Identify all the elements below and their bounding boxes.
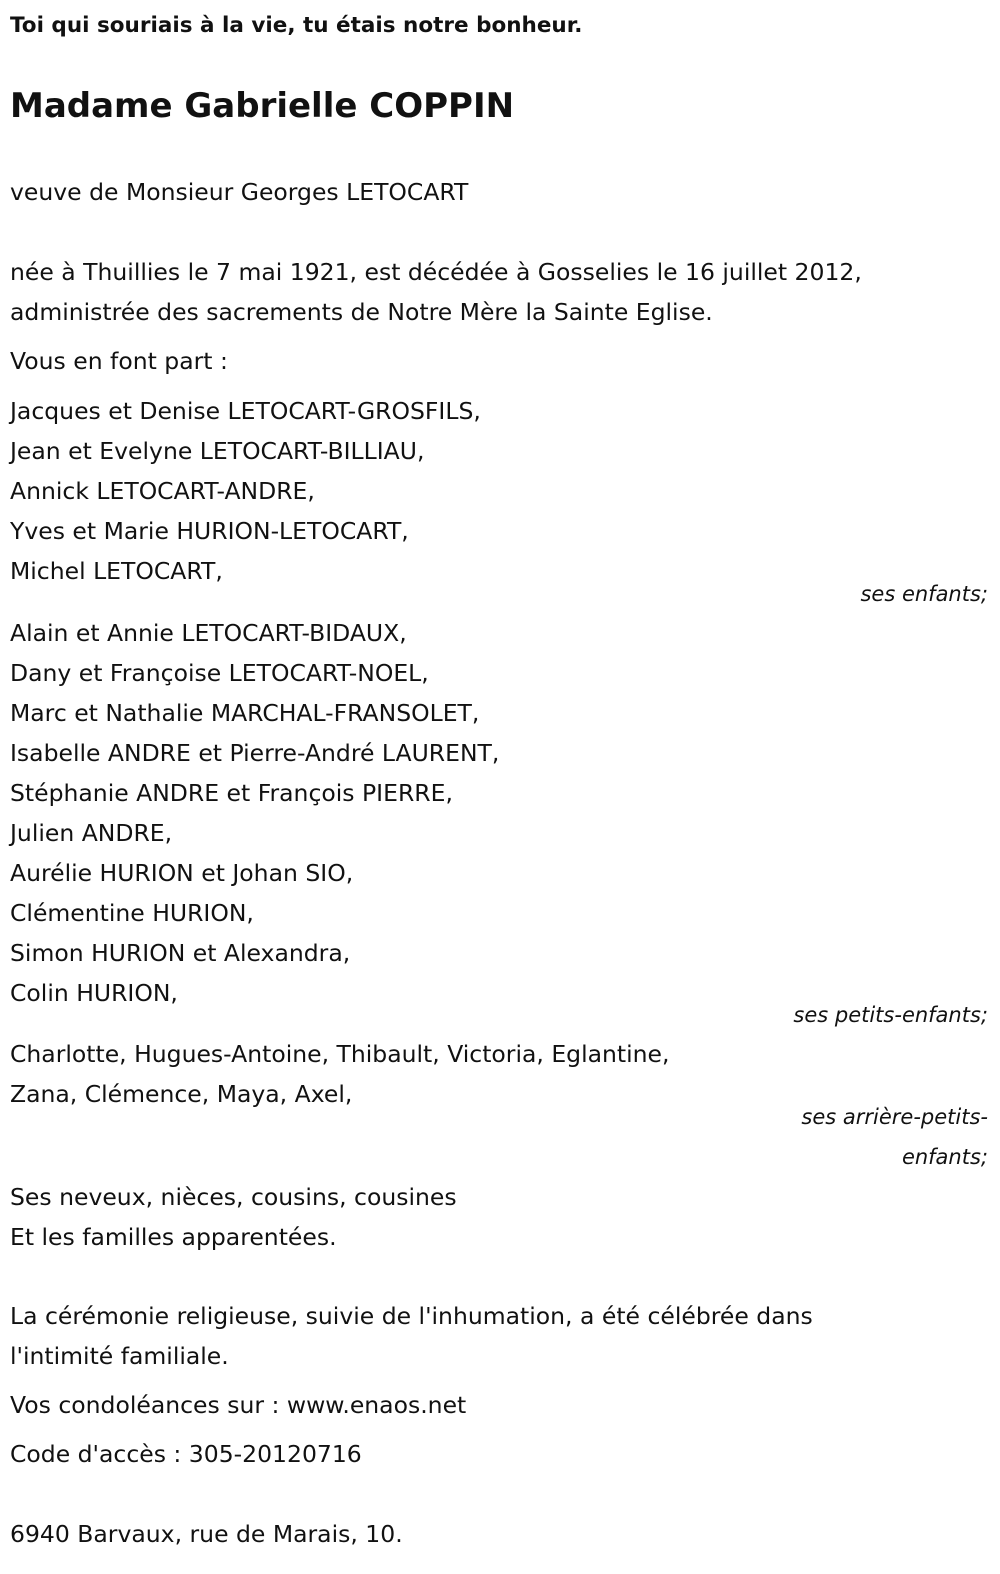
list-item: Clémentine HURION, <box>10 899 254 927</box>
children-list <box>10 391 988 591</box>
list-item: Charlotte, Hugues-Antoine, Thibault, Victoria, Eglantine, <box>10 1040 670 1068</box>
sacraments-line: administrée des sacrements de Notre Mère la Sainte Eglise. <box>10 298 713 326</box>
list-item: Isabelle ANDRE et Pierre-André LAURENT, <box>10 739 500 767</box>
opening-verse: Toi qui souriais à la vie, tu étais notre bonheur. <box>10 13 583 38</box>
list-item: Julien ANDRE, <box>10 819 173 847</box>
list-item: Michel LETOCART, <box>10 557 223 585</box>
extended-family-line: Ses neveux, nièces, cousins, cousines <box>10 1183 457 1211</box>
list-item: Stéphanie ANDRE et François PIERRE, <box>10 779 453 807</box>
great-grandchildren-relation-line-2: enfants; <box>901 1145 988 1169</box>
list-item: Marc et Nathalie MARCHAL-FRANSOLET, <box>10 699 480 727</box>
ceremony-line: La cérémonie religieuse, suivie de l'inhumation, a été célébrée dans <box>10 1302 813 1330</box>
list-item: Alain et Annie LETOCART-BIDAUX, <box>10 619 407 647</box>
list-item: Dany et Françoise LETOCART-NOEL, <box>10 659 429 687</box>
grandchildren-list <box>10 613 988 1013</box>
list-item: Annick LETOCART-ANDRE, <box>10 477 315 505</box>
grandchildren-relation: ses petits-enfants; <box>793 1003 988 1027</box>
access-code: Code d'accès : 305-20120716 <box>10 1440 362 1468</box>
related-families-line: Et les familles apparentées. <box>10 1223 337 1251</box>
list-item: Simon HURION et Alexandra, <box>10 939 351 967</box>
address: 6940 Barvaux, rue de Marais, 10. <box>10 1520 403 1548</box>
list-item: Aurélie HURION et Johan SIO, <box>10 859 354 887</box>
condolences-line: Vos condoléances sur : www.enaos.net <box>10 1391 467 1419</box>
children-relation: ses enfants; <box>860 582 988 606</box>
list-item: Jacques et Denise LETOCART-GROSFILS, <box>10 397 481 425</box>
list-item: Yves et Marie HURION-LETOCART, <box>10 517 409 545</box>
list-item: Jean et Evelyne LETOCART-BILLIAU, <box>10 437 425 465</box>
deceased-name: Madame Gabrielle COPPIN <box>10 86 515 126</box>
list-item: Zana, Clémence, Maya, Axel, <box>10 1080 353 1108</box>
announce-intro: Vous en font part : <box>10 347 228 375</box>
list-item: Colin HURION, <box>10 979 178 1007</box>
spouse-line: veuve de Monsieur Georges LETOCART <box>10 178 469 206</box>
birth-death-line: née à Thuillies le 7 mai 1921, est décédée à Gosselies le 16 juillet 2012, <box>10 258 862 286</box>
ceremony-line-continued: l'intimité familiale. <box>10 1342 229 1370</box>
great-grandchildren-relation-line-1: ses arrière-petits- <box>801 1105 988 1129</box>
